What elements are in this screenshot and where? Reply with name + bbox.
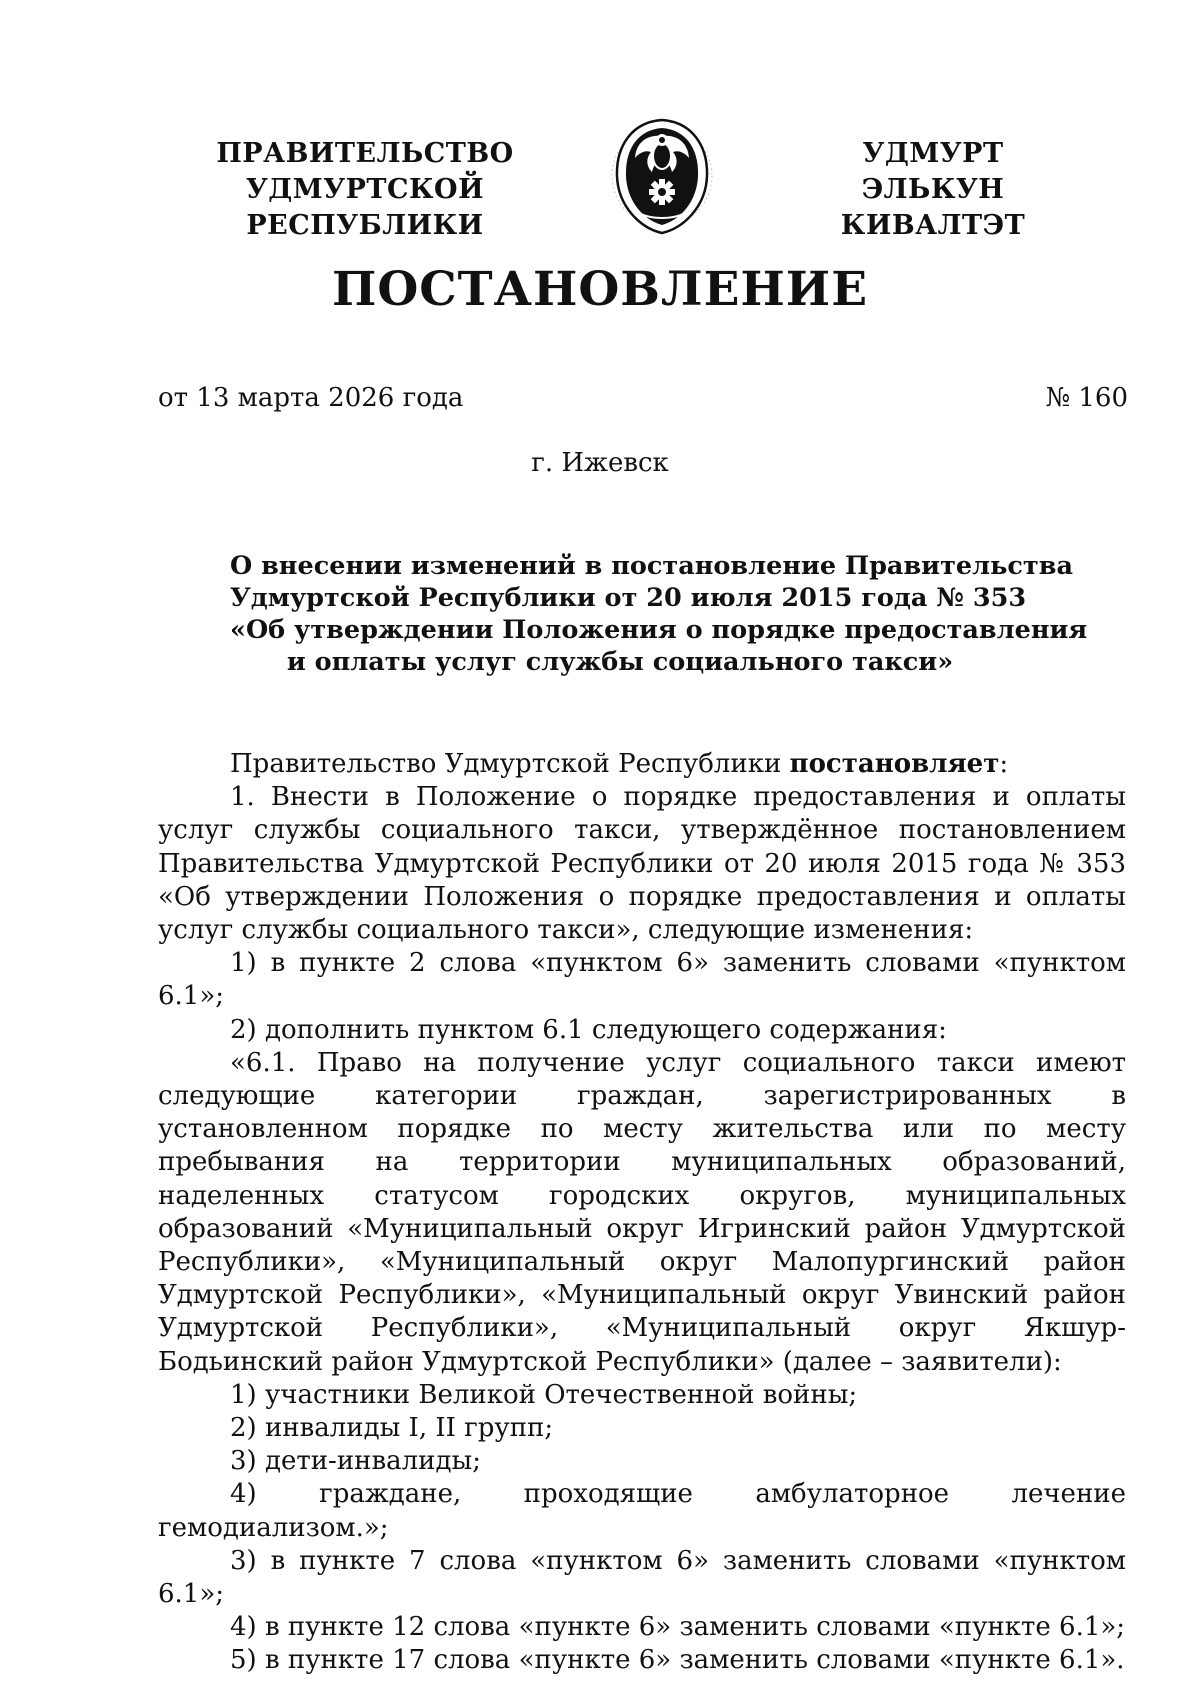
eligible-category-1: 1) участники Великой Отечественной войны; bbox=[230, 1379, 858, 1410]
document-number: № 160 bbox=[1045, 383, 1128, 413]
eligible-category-3: 3) дети-инвалиды; bbox=[230, 1446, 481, 1477]
clause-1: 1. Внести в Положение о порядке предоставления и оплаты услуг службы социального такси, утверждённое постановлением Правительства Удмуртской Республики от 20 июля 2015 года № 353 «Об утверждении Положения о порядке предоставления и оплаты услуг службы социального такси», следующие изменения: bbox=[158, 782, 1126, 946]
amendment-3: 3) в пункте 7 слова «пунктом 6» заменить словами «пунктом 6.1»; bbox=[158, 1545, 1126, 1610]
document-subject bbox=[230, 550, 1088, 678]
resolution-intro bbox=[158, 748, 1126, 781]
amendment-4: 4) в пункте 12 слова «пункте 6» заменить словами «пункте 6.1»; bbox=[230, 1612, 1126, 1643]
subject-line: О внесении изменений в постановление Правительства bbox=[230, 551, 1073, 581]
subject-line: «Об утверждении Положения о порядке предоставления bbox=[230, 615, 1088, 645]
issuer-udmurt-line-1: УДМУРТ ЭЛЬКУН bbox=[861, 138, 1005, 205]
amendment-5: 5) в пункте 17 слова «пункте 6» заменить словами «пункте 6.1». bbox=[230, 1645, 1125, 1676]
issuer-udmurt-line-2: КИВАЛТЭТ bbox=[840, 210, 1026, 241]
issuer-name-russian bbox=[150, 136, 580, 244]
intro-text: Правительство Удмуртской Республики bbox=[230, 749, 790, 779]
issuer-line-2: УДМУРТСКОЙ РЕСПУБЛИКИ bbox=[245, 174, 485, 241]
document-city: г. Ижевск bbox=[531, 448, 669, 478]
subject-line: Удмуртской Республики от 20 июля 2015 года № 353 bbox=[230, 583, 1027, 613]
amendment-2: 2) дополнить пунктом 6.1 следующего содержания: bbox=[230, 1014, 947, 1045]
eligible-category-4: 4) граждане, проходящие амбулаторное лечение гемодиализом.»; bbox=[158, 1479, 1126, 1543]
document-date: от 13 марта 2026 года bbox=[158, 383, 464, 413]
issuer-line-1: ПРАВИТЕЛЬСТВО bbox=[216, 138, 514, 169]
intro-colon: : bbox=[999, 749, 1009, 779]
new-point-6-1: «6.1. Право на получение услуг социального такси имеют следующие категории граждан, зарегистрированных в установленном порядке по месту жительства или по месту пребывания на территории муниципальных образований, наделенных статусом городских округов, муниципальных образований «Муниципальный округ Игринский район Удмуртской Республики», «Муниципальный округ Малопургинский район Удмуртской Республики», «Муниципальный округ Увинский район Удмуртской Республики», «Муниципальный округ Якшур-Бодьинский район Удмуртской Республики» (далее – заявители): bbox=[158, 1047, 1126, 1377]
intro-verb: постановляет bbox=[789, 749, 1000, 779]
udmurtia-coat-of-arms-icon bbox=[608, 112, 716, 236]
document-type-title: ПОСТАНОВЛЕНИЕ bbox=[331, 262, 869, 317]
amendment-1: 1) в пункте 2 слова «пунктом 6» заменить словами «пунктом 6.1»; bbox=[158, 948, 1126, 1012]
document-body bbox=[158, 748, 1126, 1678]
eligible-category-2: 2) инвалиды I, II групп; bbox=[230, 1413, 554, 1444]
subject-line: и оплаты услуг службы социального такси» bbox=[286, 647, 954, 677]
issuer-name-udmurt bbox=[798, 136, 1068, 244]
